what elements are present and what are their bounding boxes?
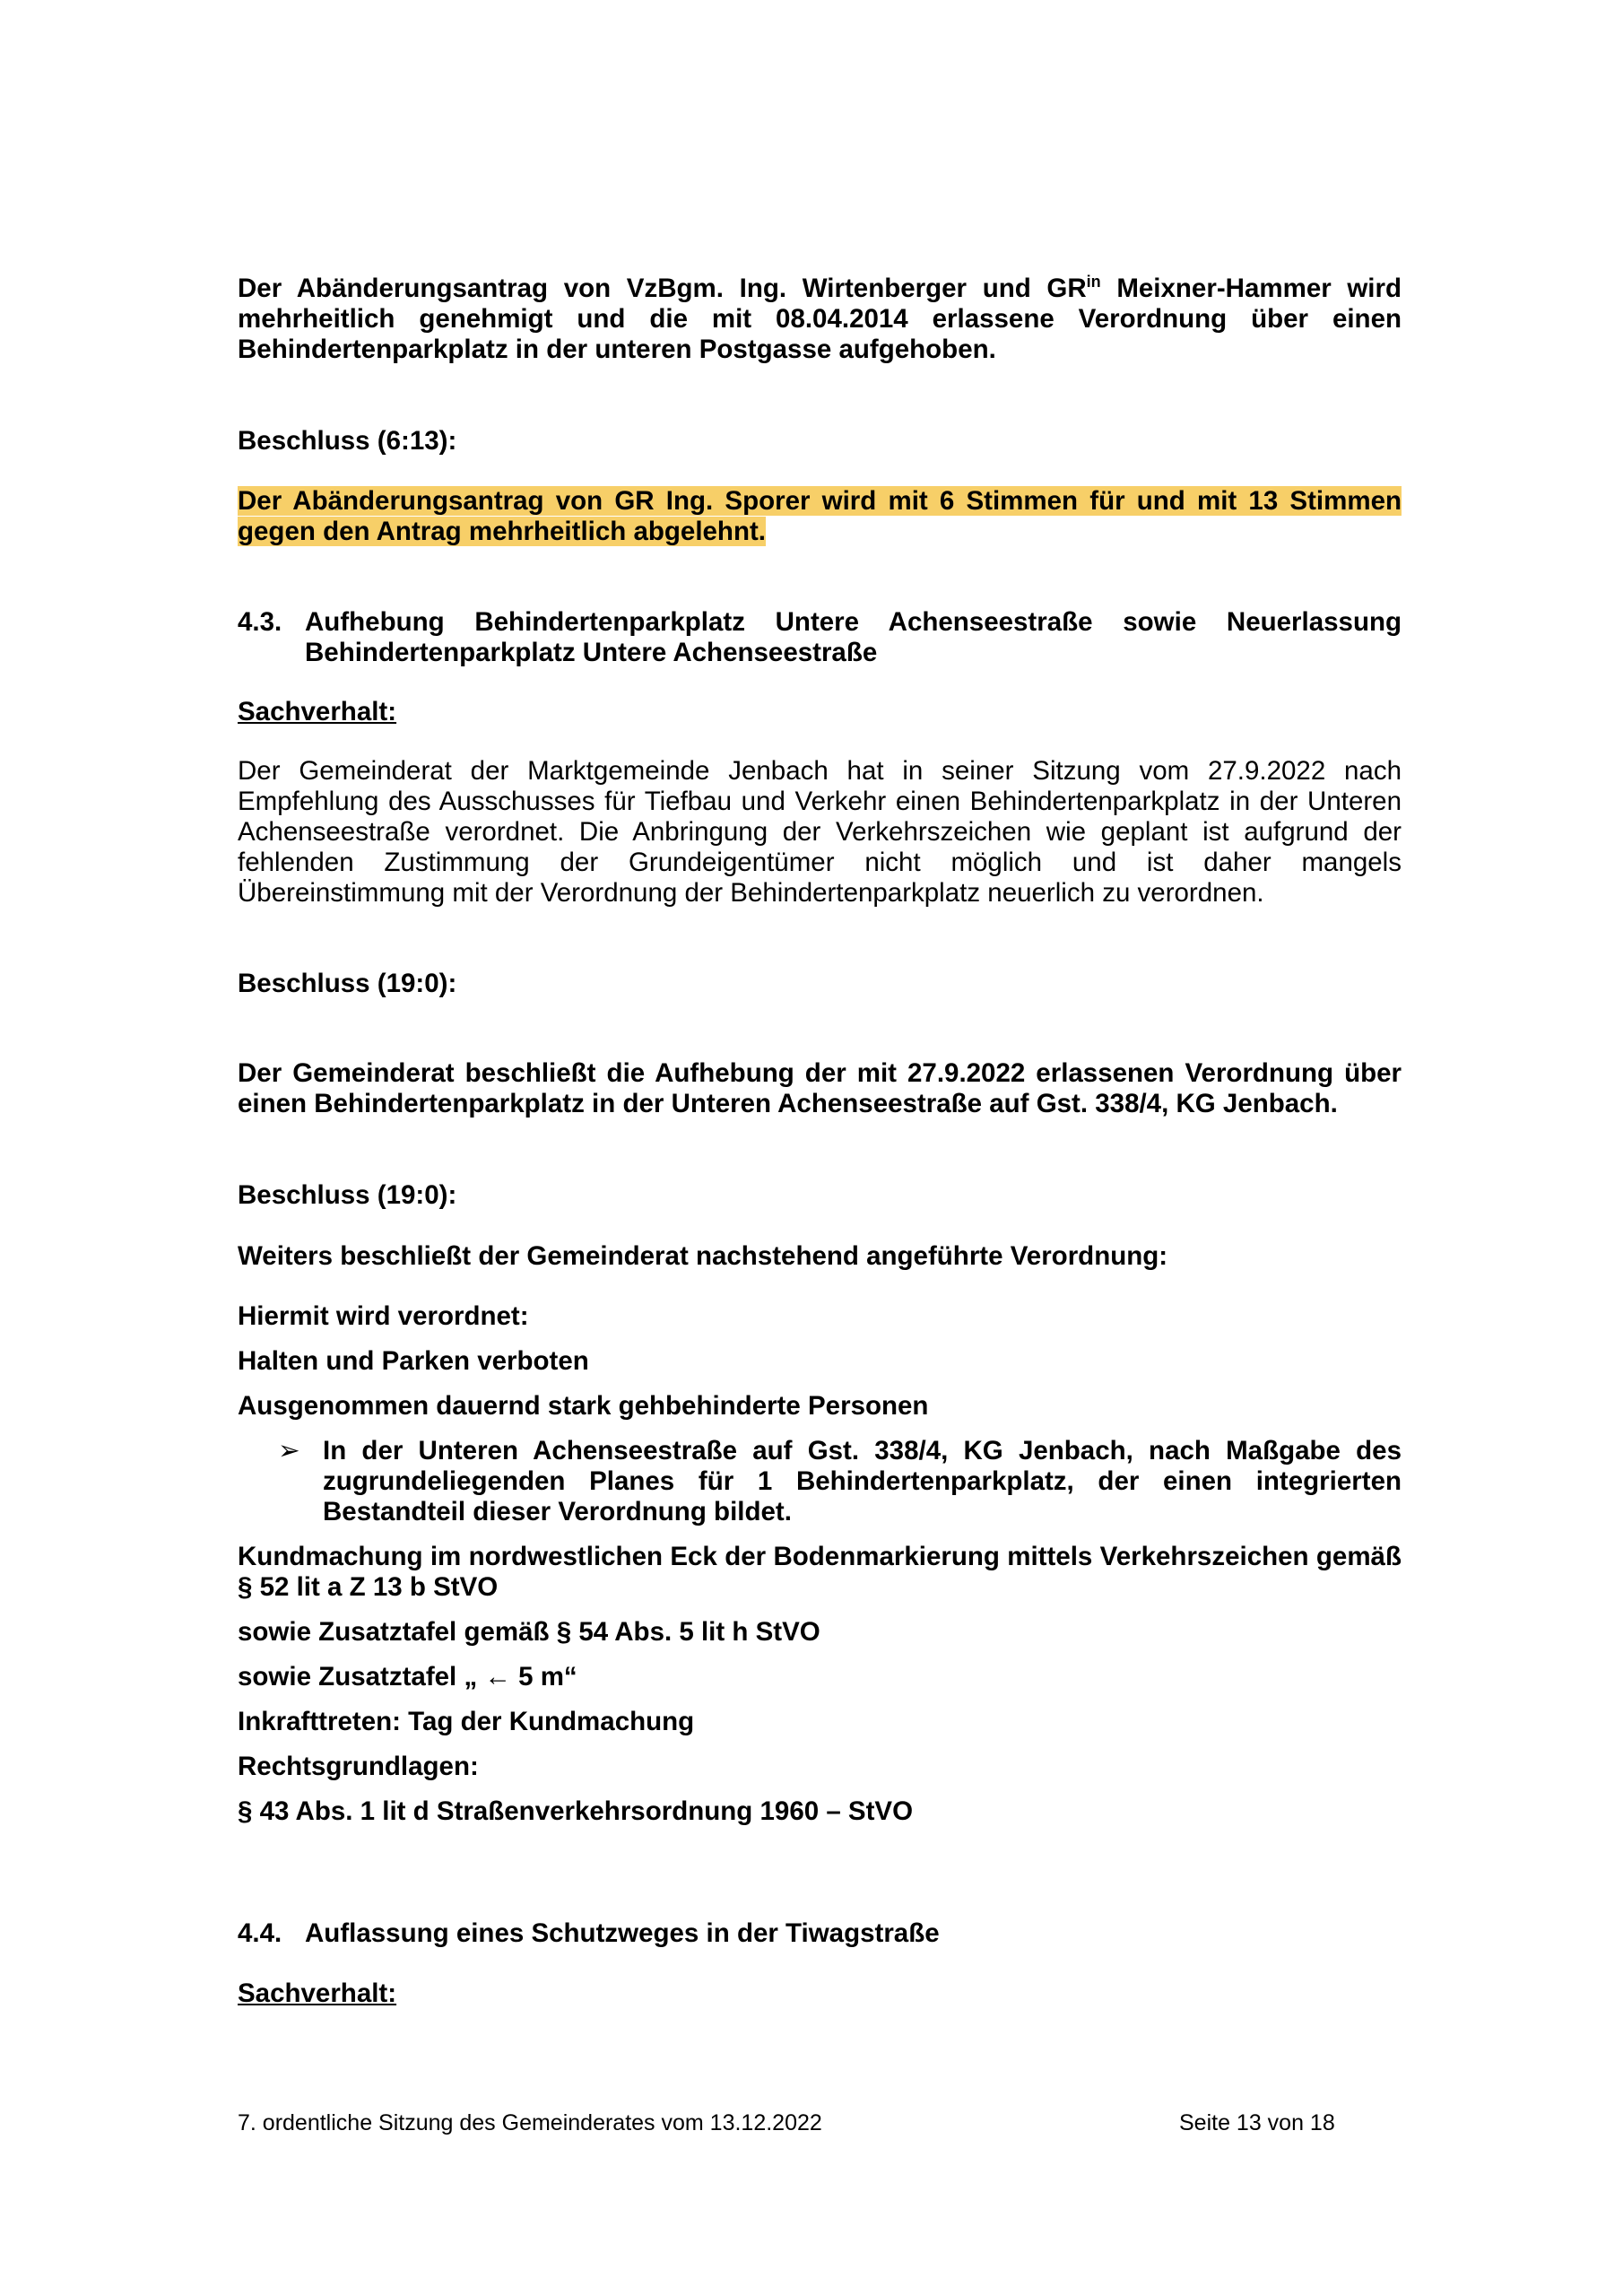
sachverhalt-label: Sachverhalt:: [238, 697, 397, 726]
bullet-text: In der Unteren Achenseestraße auf Gst. 338/4, KG Jenbach, nach Maßgabe des zugrundeliegenden Planes für 1 Behindertenparkplatz, der einen integrierten Bestandteil dieser Verordnung bildet.: [323, 1436, 1402, 1526]
line-stvo: § 43 Abs. 1 lit d Straßenverkehrsordnung 1960 – StVO: [238, 1796, 914, 1826]
line-hiermit: Hiermit wird verordnet:: [238, 1301, 529, 1331]
line-inkrafttreten: Inkrafttreten: Tag der Kundmachung: [238, 1707, 695, 1736]
section-heading-4-3: [238, 607, 1402, 668]
paragraph-sachverhalt: Der Gemeinderat der Marktgemeinde Jenbach hat in seiner Sitzung vom 27.9.2022 nach Empfehlung des Ausschusses für Tiefbau und Verkehr einen Behindertenparkplatz in der Unteren Achenseestraße verordnet. Die Anbringung der Verkehrszeichen wie geplant ist aufgrund der fehlenden Zustimmung der Grundeigentümer nicht möglich und ist daher mangels Übereinstimmung mit der Verordnung der Behindertenparkplatz neuerlich zu verordnen.: [238, 756, 1402, 908]
paragraph-abaenderungsantrag-abgelehnt: [238, 486, 1402, 547]
highlighted-text: Der Abänderungsantrag von GR Ing. Sporer wird mit 6 Stimmen für und mit 13 Stimmen gegen den Antrag mehrheitlich abgelehnt.: [238, 486, 1402, 546]
line-halten-parken: Halten und Parken verboten: [238, 1346, 589, 1376]
section-heading-4-4: [238, 1918, 1402, 1949]
section-title: Aufhebung Behindertenparkplatz Untere Achenseestraße sowie Neuerlassung Behindertenparkplatz Untere Achenseestraße: [305, 607, 1402, 667]
beschluss-6-13: Beschluss (6:13):: [238, 426, 457, 456]
sachverhalt-label-2: Sachverhalt:: [238, 1979, 397, 2008]
line-kundmachung: Kundmachung im nordwestlichen Eck der Bodenmarkierung mittels Verkehrszeichen gemäß § 52 lit a Z 13 b StVO: [238, 1542, 1402, 1602]
arrow-bullet-icon: ➢: [278, 1436, 300, 1465]
beschluss-19-0-first: Beschluss (19:0):: [238, 969, 457, 998]
footer-session-title: 7. ordentliche Sitzung des Gemeinderates vom 13.12.2022: [238, 2110, 822, 2135]
paragraph-aufhebung: Der Gemeinderat beschließt die Aufhebung der mit 27.9.2022 erlassenen Verordnung über einen Behindertenparkplatz in der Unteren Achenseestraße auf Gst. 338/4, KG Jenbach.: [238, 1058, 1402, 1118]
line-ausgenommen: Ausgenommen dauernd stark gehbehinderte Personen: [238, 1391, 929, 1421]
section-number: 4.3.: [238, 607, 282, 637]
section-title: Auflassung eines Schutzweges in der Tiwagstraße: [305, 1918, 940, 1948]
paragraph-weiters: Weiters beschließt der Gemeinderat nachstehend angeführte Verordnung:: [238, 1241, 1168, 1271]
paragraph-abaenderungsantrag-genehmigt: Der Abänderungsantrag von VzBgm. Ing. Wirtenberger und $GR^{in}$ Meixner-Hammer wird mehrheitlich genehmigt und die mit 08.04.2014 erlassene Verordnung über einen Behindertenparkplatz in der unteren Postgasse aufgehoben.: [238, 273, 1402, 364]
beschluss-19-0-second: Beschluss (19:0):: [238, 1180, 457, 1210]
bullet-item: [278, 1436, 1402, 1527]
line-zusatztafel-1: sowie Zusatztafel gemäß § 54 Abs. 5 lit h StVO: [238, 1617, 820, 1647]
line-rechtsgrundlagen: Rechtsgrundlagen:: [238, 1752, 479, 1781]
section-number: 4.4.: [238, 1918, 282, 1948]
line-zusatztafel-2: sowie Zusatztafel „ ← 5 m“: [238, 1662, 577, 1692]
footer-page-number: Seite 13 von 18: [1179, 2110, 1335, 2135]
